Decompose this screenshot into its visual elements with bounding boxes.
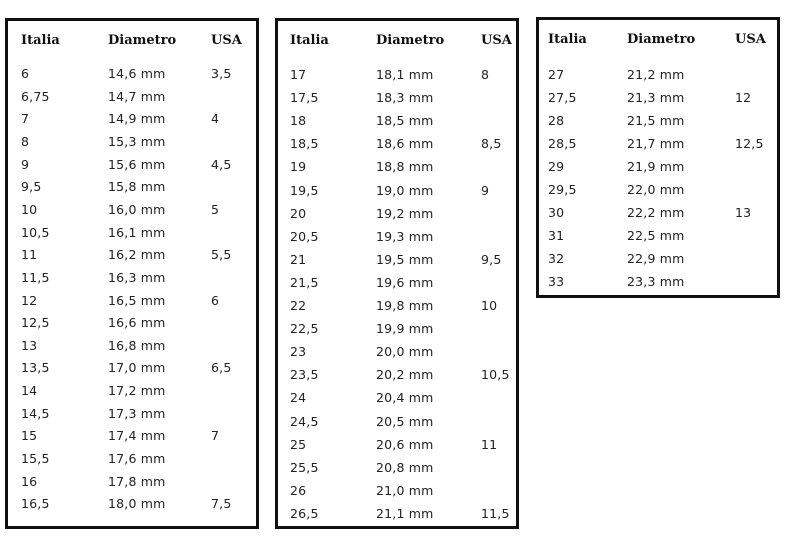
cell-diametro: 22,0 mm (627, 182, 685, 197)
cell-italia: 15 (21, 428, 38, 444)
cell-italia: 29,5 (548, 182, 577, 197)
cell-italia: 24,5 (290, 413, 319, 429)
header-diametro: Diametro (108, 33, 177, 48)
cell-diametro: 14,7 mm (108, 88, 166, 104)
cell-italia: 33 (548, 274, 565, 289)
size-table-1 (5, 18, 259, 529)
cell-diametro: 19,5 mm (376, 251, 434, 267)
cell-diametro: 21,2 mm (627, 67, 685, 82)
cell-diametro: 18,8 mm (376, 159, 434, 175)
cell-italia: 27 (548, 67, 565, 82)
cell-italia: 8 (21, 133, 30, 149)
size-table-3 (536, 17, 780, 298)
cell-italia: 7 (21, 111, 30, 127)
header-usa: USA (481, 33, 512, 48)
cell-usa: 5,5 (211, 247, 232, 263)
cell-italia: 14,5 (21, 405, 50, 421)
cell-italia: 17,5 (290, 90, 319, 106)
cell-diametro: 17,6 mm (108, 451, 166, 466)
cell-usa: 8 (481, 67, 490, 82)
cell-italia: 19,5 (290, 182, 319, 198)
cell-diametro: 20,4 mm (376, 390, 434, 406)
cell-italia: 17 (290, 67, 307, 82)
cell-italia: 12 (21, 292, 38, 308)
cell-italia: 9 (21, 156, 30, 172)
cell-usa: 3,5 (211, 66, 232, 81)
cell-italia: 23,5 (290, 367, 319, 383)
cell-diametro: 16,6 mm (108, 315, 166, 331)
cell-usa: 4,5 (211, 156, 232, 172)
cell-italia: 10 (21, 201, 38, 217)
cell-usa: 13 (735, 205, 752, 220)
cell-usa: 6 (211, 292, 220, 308)
cell-diametro: 18,5 mm (376, 113, 434, 129)
cell-usa: 7 (211, 428, 220, 444)
cell-usa: 7,5 (211, 496, 232, 512)
cell-usa: 12,5 (735, 136, 764, 151)
cell-italia: 18,5 (290, 136, 319, 152)
cell-italia: 27,5 (548, 90, 577, 105)
cell-diametro: 23,3 mm (627, 274, 685, 289)
cell-italia: 11 (21, 247, 38, 263)
cell-diametro: 19,2 mm (376, 205, 434, 221)
cell-usa: 8,5 (481, 136, 502, 152)
cell-diametro: 17,3 mm (108, 405, 166, 421)
cell-diametro: 16,3 mm (108, 269, 166, 285)
cell-diametro: 15,6 mm (108, 156, 166, 172)
cell-diametro: 21,7 mm (627, 136, 685, 151)
cell-diametro: 20,8 mm (376, 459, 434, 475)
cell-diametro: 22,2 mm (627, 205, 685, 220)
header-italia: Italia (290, 33, 329, 48)
header-italia: Italia (548, 32, 587, 47)
cell-italia: 16 (21, 473, 38, 489)
cell-italia: 30 (548, 205, 565, 220)
cell-italia: 16,5 (21, 496, 50, 512)
cell-diametro: 18,0 mm (108, 496, 166, 512)
cell-diametro: 21,3 mm (627, 90, 685, 105)
cell-italia: 31 (548, 228, 565, 243)
cell-italia: 22,5 (290, 321, 319, 337)
cell-usa: 11 (481, 436, 498, 452)
header-diametro: Diametro (376, 33, 445, 48)
cell-italia: 22 (290, 298, 307, 313)
cell-diametro: 16,5 mm (108, 292, 166, 308)
cell-italia: 15,5 (21, 451, 50, 466)
cell-diametro: 17,0 mm (108, 360, 166, 376)
cell-italia: 20 (290, 205, 307, 221)
cell-diametro: 21,5 mm (627, 113, 685, 128)
header-usa: USA (735, 32, 766, 47)
cell-usa: 12 (735, 90, 752, 105)
cell-italia: 23 (290, 344, 307, 360)
cell-italia: 20,5 (290, 228, 319, 244)
cell-italia: 26,5 (290, 505, 319, 521)
cell-diametro: 20,5 mm (376, 413, 434, 429)
cell-diametro: 16,2 mm (108, 247, 166, 263)
cell-diametro: 17,8 mm (108, 473, 166, 489)
header-italia: Italia (21, 33, 60, 48)
header-usa: USA (211, 33, 242, 48)
cell-italia: 28,5 (548, 136, 577, 151)
cell-diametro: 14,9 mm (108, 111, 166, 127)
cell-diametro: 22,5 mm (627, 228, 685, 243)
cell-diametro: 19,6 mm (376, 274, 434, 290)
cell-diametro: 20,2 mm (376, 367, 434, 383)
cell-italia: 29 (548, 159, 565, 174)
cell-italia: 6,75 (21, 88, 50, 104)
cell-italia: 18 (290, 113, 307, 129)
cell-italia: 21,5 (290, 274, 319, 290)
cell-diametro: 19,8 mm (376, 298, 434, 313)
cell-diametro: 16,1 mm (108, 224, 166, 240)
cell-diametro: 18,6 mm (376, 136, 434, 152)
cell-diametro: 21,9 mm (627, 159, 685, 174)
cell-italia: 13,5 (21, 360, 50, 376)
cell-usa: 9,5 (481, 251, 502, 267)
cell-italia: 21 (290, 251, 307, 267)
cell-italia: 28 (548, 113, 565, 128)
cell-italia: 19 (290, 159, 307, 175)
cell-usa: 9 (481, 182, 490, 198)
cell-usa: 5 (211, 201, 220, 217)
cell-diametro: 19,9 mm (376, 321, 434, 337)
cell-diametro: 21,0 mm (376, 482, 434, 498)
cell-diametro: 15,3 mm (108, 133, 166, 149)
cell-italia: 14 (21, 383, 38, 399)
cell-italia: 6 (21, 66, 30, 81)
cell-italia: 25,5 (290, 459, 319, 475)
cell-italia: 25 (290, 436, 307, 452)
cell-diametro: 16,8 mm (108, 337, 166, 353)
cell-usa: 10,5 (481, 367, 510, 383)
cell-italia: 10,5 (21, 224, 50, 240)
cell-diametro: 19,3 mm (376, 228, 434, 244)
cell-diametro: 18,3 mm (376, 90, 434, 106)
cell-diametro: 20,6 mm (376, 436, 434, 452)
cell-diametro: 21,1 mm (376, 505, 434, 521)
cell-italia: 11,5 (21, 269, 50, 285)
cell-italia: 9,5 (21, 179, 42, 195)
cell-italia: 24 (290, 390, 307, 406)
cell-diametro: 17,4 mm (108, 428, 166, 444)
cell-italia: 26 (290, 482, 307, 498)
cell-diametro: 18,1 mm (376, 67, 434, 82)
size-table-2 (275, 18, 519, 529)
cell-diametro: 22,9 mm (627, 251, 685, 266)
cell-diametro: 19,0 mm (376, 182, 434, 198)
cell-diametro: 15,8 mm (108, 179, 166, 195)
cell-italia: 13 (21, 337, 38, 353)
cell-diametro: 16,0 mm (108, 201, 166, 217)
cell-usa: 11,5 (481, 505, 510, 521)
cell-italia: 32 (548, 251, 565, 266)
cell-usa: 4 (211, 111, 220, 127)
cell-italia: 12,5 (21, 315, 50, 331)
cell-usa: 6,5 (211, 360, 232, 376)
cell-usa: 10 (481, 298, 498, 313)
cell-diametro: 14,6 mm (108, 66, 166, 81)
cell-diametro: 20,0 mm (376, 344, 434, 360)
cell-diametro: 17,2 mm (108, 383, 166, 399)
header-diametro: Diametro (627, 32, 696, 47)
